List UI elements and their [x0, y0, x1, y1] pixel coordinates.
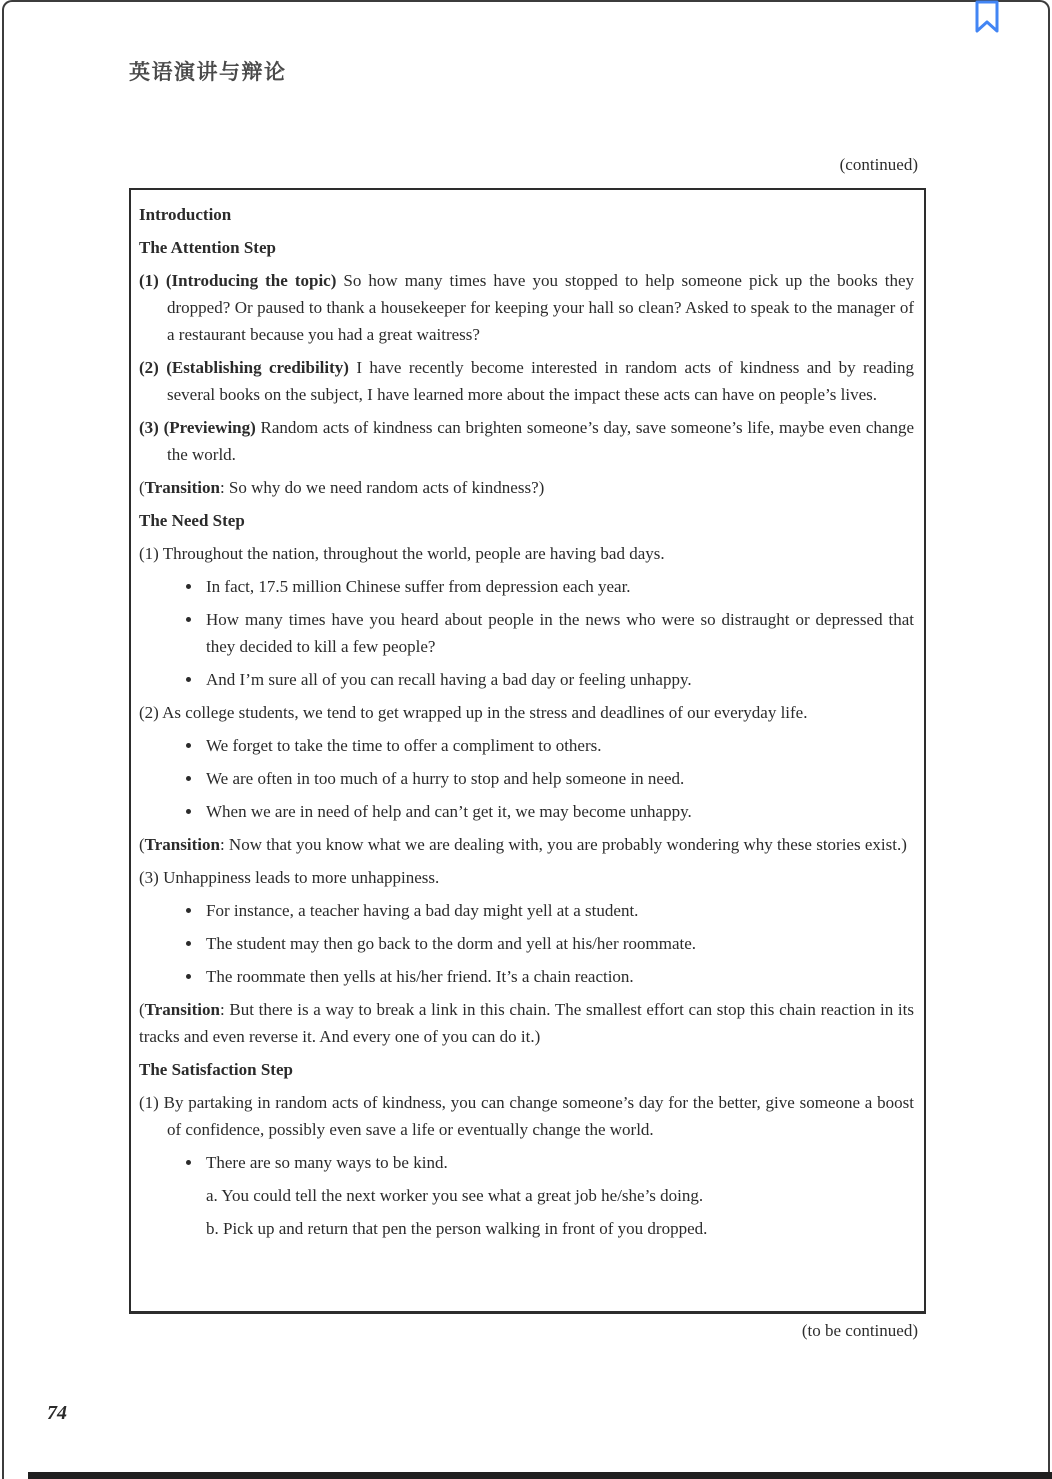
outline-bullet: And I’m sure all of you can recall having a bad day or feeling unhappy. — [139, 666, 914, 693]
numbered-label: (3) (Previewing) — [139, 418, 256, 437]
outline-numbered: (1) By partaking in random acts of kindness, you can change someone’s day for the better, give someone a boost of confidence, possibly even save a life or eventually change the world. — [139, 1093, 914, 1139]
bullet-icon — [186, 908, 191, 913]
outline-transition: (Transition: So why do we need random acts of kindness?) — [139, 478, 545, 497]
bullet-icon — [186, 617, 191, 622]
numbered-label: (1) (Introducing the topic) — [139, 271, 337, 290]
outline-transition: (Transition: But there is a way to break a link in this chain. The smallest effort can stop this chain reaction in its tracks and even reverse it. And every one of you can do it.) — [139, 1000, 914, 1046]
bookmark-icon[interactable] — [973, 0, 1001, 34]
outline-heading: The Satisfaction Step — [139, 1060, 293, 1079]
bullet-icon — [186, 677, 191, 682]
outline-heading: The Attention Step — [139, 238, 276, 257]
bullet-icon — [186, 941, 191, 946]
outline-numbered: (1) Throughout the nation, throughout the world, people are having bad days. — [139, 544, 665, 563]
numbered-label: (2) (Establishing credibility) — [139, 358, 349, 377]
outline-bullet: The student may then go back to the dorm and yell at his/her roommate. — [139, 930, 914, 957]
bullet-icon — [186, 776, 191, 781]
outline-bullet: In fact, 17.5 million Chinese suffer from depression each year. — [139, 573, 914, 600]
outline-heading: Introduction — [139, 205, 232, 224]
bullet-icon — [186, 584, 191, 589]
outline-sub: a. You could tell the next worker you see what a great job he/she’s doing. — [206, 1186, 704, 1205]
bullet-icon — [186, 809, 191, 814]
outline-numbered: (2) (Establishing credibility) I have recently become interested in random acts of kindness and by reading several books on the subject, I have learned more about the impact these acts can have on people’s lives. — [139, 358, 915, 404]
outline-box — [129, 188, 926, 1314]
outline-bullet: There are so many ways to be kind. — [139, 1149, 914, 1176]
outline-bullet: The roommate then yells at his/her friend. It’s a chain reaction. — [139, 963, 914, 990]
outline-bullet: We are often in too much of a hurry to stop and help someone in need. — [139, 765, 914, 792]
outline-numbered: (1) (Introducing the topic) So how many times have you stopped to help someone pick up the books they dropped? Or paused to thank a housekeeper for keeping your hall so clean? Asked to speak to the manager of a restaurant because you had a great waitress? — [139, 271, 914, 344]
transition-label: Transition — [144, 1000, 220, 1019]
book-title: 英语演讲与辩论 — [129, 60, 287, 84]
to-be-continued-label: (to be continued) — [801, 1321, 918, 1340]
outline-numbered: (3) (Previewing) Random acts of kindness can brighten someone’s day, save someone’s life, maybe even change the world. — [139, 418, 914, 464]
outline-sub: b. Pick up and return that pen the person walking in front of you dropped. — [206, 1219, 708, 1238]
outline-transition: (Transition: Now that you know what we are dealing with, you are probably wondering why these stories exist.) — [139, 835, 907, 854]
bullet-icon — [186, 1160, 191, 1165]
transition-label: Transition — [144, 835, 220, 854]
bullet-icon — [186, 743, 191, 748]
outline-bullet: For instance, a teacher having a bad day might yell at a student. — [139, 897, 914, 924]
transition-label: Transition — [144, 478, 220, 497]
outline-heading: The Need Step — [139, 511, 245, 530]
outline-bullet: When we are in need of help and can’t get it, we may become unhappy. — [139, 798, 914, 825]
continued-label: (continued) — [839, 155, 918, 174]
outline-bullet: How many times have you heard about people in the news who were so distraught or depressed that they decided to kill a few people? — [139, 606, 914, 660]
page-number: 74 — [47, 1402, 67, 1424]
bottom-edge-bar — [28, 1472, 1052, 1479]
outline-bullet: We forget to take the time to offer a compliment to others. — [139, 732, 914, 759]
outline-numbered: (3) Unhappiness leads to more unhappiness. — [139, 868, 440, 887]
bullet-icon — [186, 974, 191, 979]
outline-numbered: (2) As college students, we tend to get wrapped up in the stress and deadlines of our everyday life. — [139, 703, 808, 722]
